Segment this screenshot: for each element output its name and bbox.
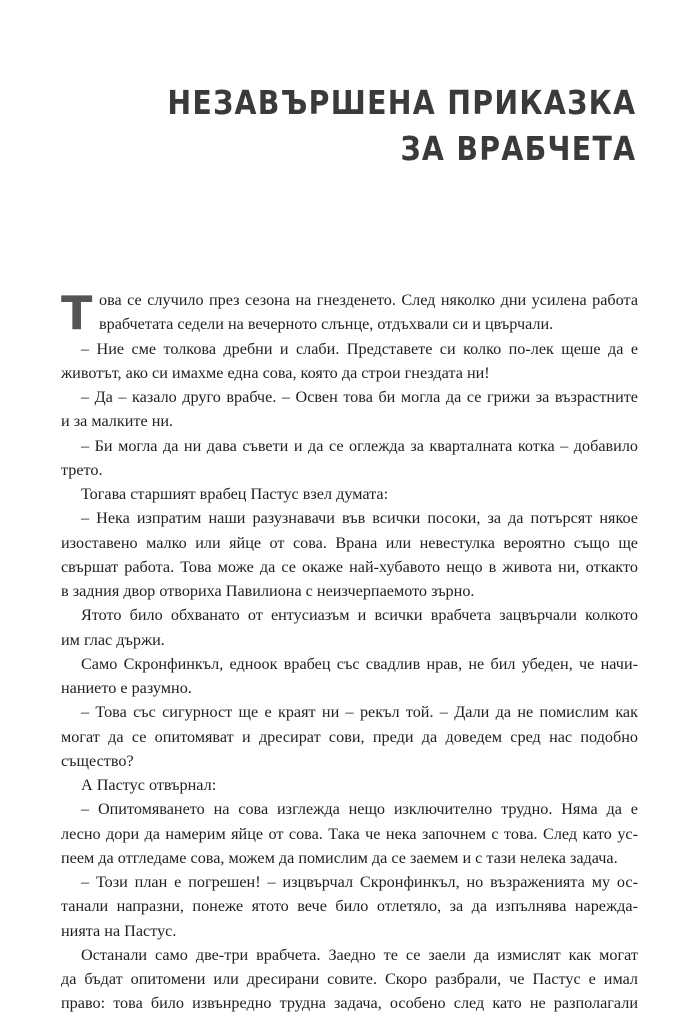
text-line: – Ние сме толкова дребни и слаби. Представете си колко по-лек щеше да е	[81, 339, 638, 358]
story-text	[61, 288, 638, 1016]
text-line: – Този план е погрешен! – изцвърчал Скронфинкъл, но възраженията му ос-	[81, 873, 638, 891]
text-line: ова се случило през сезона на гнезденето. След няколко дни усилена работа	[99, 291, 638, 309]
text-line: изоставено малко или яйце от сова. Врана или невестулка вероятно също ще	[61, 533, 638, 552]
text-line: животът, ако си имахме една сова, която да строи гнездата ни!	[61, 363, 490, 382]
chapter-title-line-1: НЕЗАВЪРШЕНА ПРИКАЗКА	[167, 83, 636, 122]
text-line: Ятото било обхванато от ентусиазъм и всички врабчета зацвърчали колкото	[81, 606, 638, 625]
text-line: трето.	[61, 460, 103, 479]
text-line: им глас държи.	[61, 630, 165, 649]
text-line: Само Скронфинкъл, едноок врабец със свадлив нрав, не бил убеден, че начи-	[81, 654, 638, 673]
text-line: танали напразни, понеже ятото вече било отлетяло, за да изпълнява нарежда-	[61, 897, 638, 916]
text-line: врабчетата седели на вечерното слънце, отдъхвали си и цвърчали.	[99, 315, 554, 334]
text-line: пеем да отгледаме сова, можем да помислим да се заемем и с тази нелека задача.	[61, 848, 618, 867]
text-line: лесно дори да намерим яйце от сова. Така че нека започнем с това. След като ус-	[61, 824, 638, 843]
text-line: – Нека изпратим наши разузнавачи във всички посоки, за да потърсят някое	[81, 509, 638, 528]
text-line: нията на Пастус.	[61, 921, 177, 940]
text-line: могат да се опитомяват и дресират сови, преди да доведем сред нас подобно	[61, 727, 638, 746]
drop-cap: Т	[61, 286, 93, 340]
text-line: в задния двор отвориха Павилиона с неизчерпаемото зърно.	[61, 582, 475, 600]
text-line: същество?	[61, 751, 134, 770]
first-paragraph	[61, 288, 638, 1016]
chapter-title	[167, 80, 636, 172]
text-lines	[61, 288, 638, 1016]
text-line: и за малките ни.	[61, 412, 174, 431]
text-line: свършат работа. Това може да се окаже най-хубавото нещо в живота ни, откакто	[61, 557, 638, 576]
text-line: – Би могла да ни дава съвети и да се оглежда за кварталната котка – добавило	[81, 436, 638, 455]
text-line: Останали само две-три врабчета. Заедно те се заели да измислят как могат	[81, 945, 638, 964]
text-line: да бъдат опитомени или дресирани совите. Скоро разбрали, че Пастус е имал	[61, 970, 638, 988]
text-line: – Опитомяването на сова изглежда нещо изключително трудно. Няма да е	[81, 800, 638, 819]
text-line: – Да – казало друго врабче. – Освен това би могла да се грижи за възрастните	[81, 388, 638, 406]
text-line: – Това със сигурност ще е краят ни – рекъл той. – Дали да не помислим как	[81, 703, 638, 722]
chapter-title-line-2: ЗА ВРАБЧЕТА	[400, 129, 636, 168]
text-line: нанието е разумно.	[61, 679, 192, 697]
text-line: А Пастус отвърнал:	[81, 776, 217, 794]
text-line: право: това било извънредно трудна задача, особено след като не разполагали	[61, 994, 638, 1013]
text-line: Тогава старшият врабец Пастус взел думата:	[81, 485, 389, 503]
